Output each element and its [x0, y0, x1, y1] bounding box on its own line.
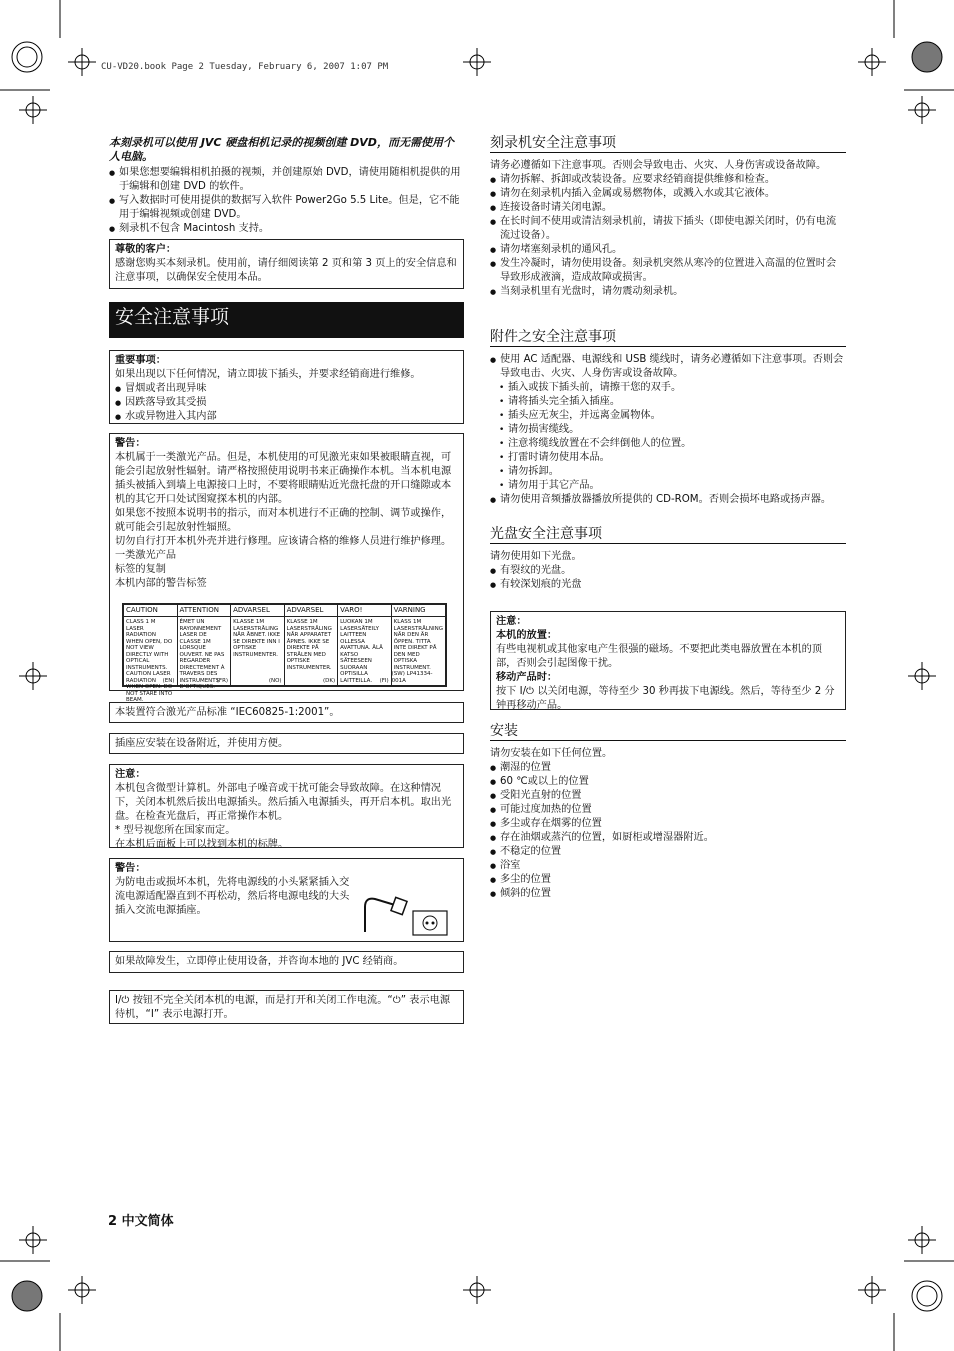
laser-label-text: ÉMET UN RAYONNEMENT LASER DE CLASSE 1M LORSQUE OUVERT. NE PAS REGARDER DIRECTEMENT À TRAVERS DES INSTRUMENTS D'OPTIQUES. — [179, 619, 225, 690]
laser-label-title: VARO! — [338, 605, 391, 617]
list-item: ● 受阳光直射的位置 — [490, 789, 846, 803]
recorder-safety-section — [490, 136, 846, 299]
warning-box-power — [109, 858, 464, 942]
print-header: CU-VD20.book Page 2 Tuesday, February 6, 2007 1:07 PM — [101, 62, 389, 72]
list-item: ● 在长时间不使用或清洁刻录机前，请拔下插头（即使电源关闭时，仍有电流流过设备）。 — [490, 215, 846, 243]
list-item: ● 60 ℃或以上的位置 — [490, 775, 846, 789]
caution-para: 本机包含微型计算机。外部电子噪音或干扰可能会导致故障。在这种情况下，关闭本机然后拔出电源插头。然后插入电源插头，再开启本机。取出光盘。在检查光盘后，再正常操作本机。 — [115, 783, 452, 822]
list-item: ● 使用 AC 适配器、电源线和 USB 缆线时，请务必遵循如下注意事项。否则会导致电击、火灾、人身伤害或设备故障。 — [490, 353, 846, 381]
laser-label-cell — [178, 605, 232, 690]
section-intro: 请勿安装在如下任何位置。 — [490, 748, 613, 759]
list-item: ● 写入数据时可使用提供的数据写入软件 Power2Go 5.5 Lite。但是，它不能用于编辑视频或创建 DVD。 — [109, 194, 464, 222]
important-list — [115, 382, 458, 424]
intro-list — [109, 166, 464, 236]
list-item: ● 如果您想要编辑相机拍摄的视频，并创建原始 DVD，请使用随相机提供的用于编辑和创建 DVD 的软件。 — [109, 166, 464, 194]
caution-subtitle: 移动产品时： — [496, 672, 558, 683]
list-subitem: • 请勿拆卸。 — [490, 465, 846, 479]
section-heading: 安装 — [490, 724, 846, 741]
list-item: ● 存在油烟或蒸汽的位置，如厨柜或增湿器附近。 — [490, 831, 846, 845]
list-item: ● 请勿拆解、拆卸或改装设备。应要求经销商提供维修和检查。 — [490, 173, 846, 187]
list-item: ● 浴室 — [490, 859, 846, 873]
laser-label-text: KLASS 1M LASERSTRÅLNING NÄR DEN ÄR ÖPPEN. TITTA INTE DIREKT PÅ DEN MED OPTISKA INSTRUMENT. — [393, 619, 444, 671]
list-item: ● 可能过度加热的位置 — [490, 803, 846, 817]
list-item: ● 因跌落导致其受损 — [115, 396, 458, 410]
dear-customer-title: 尊敬的客户： — [115, 244, 177, 255]
laser-label-cell — [285, 605, 339, 685]
caution-title: 注意： — [115, 769, 146, 780]
laser-label-title: ADVARSEL — [285, 605, 338, 617]
warning-para: 一类激光产品 — [115, 550, 177, 561]
list-subitem: • 注意将缆线放置在不会绊倒他人的位置。 — [490, 437, 846, 451]
power-plug-illustration — [355, 877, 455, 937]
warning-para: 本机属于一类激光产品。但是，本机使用的可见激光束如果被眼睛直视，可能会引起放射性辐射。请严格按照使用说明书来正确操作本机。当本机电源插头被插入到墙上电源接口上时，不要将眼睛贴近光盘托盘的开口缝隙或本机的其它开口处试图窥探本机的内部。 — [115, 452, 452, 505]
section-intro: 请勿使用如下光盘。 — [490, 551, 582, 562]
list-item: ● 不稳定的位置 — [490, 845, 846, 859]
important-text: 如果出现以下任何情况，请立即拔下插头，并要求经销商进行维修。 — [115, 369, 421, 380]
list-item: ● 倾斜的位置 — [490, 887, 846, 901]
caution-subtitle: 本机的放置： — [496, 630, 558, 641]
section-intro: 请务必遵循如下注意事项。否则会导致电击、火灾、人身伤害或设备故障。 — [490, 160, 827, 171]
laser-label-cell — [392, 605, 445, 685]
dear-customer-box — [109, 239, 464, 289]
laser-label-text: LUOKAN 1M LASERSÄTEILY LAITTEEN OLLESSA AVATTUNA. ÄLÄ KATSO SÄTEESEEN SUORAAN OPTISILLA LAITTEILLA. — [340, 619, 383, 684]
warning-title: 警告： — [115, 863, 146, 874]
list-item: ● 请勿在刻录机内插入金属或易燃物体，或溅入水或其它液体。 — [490, 187, 846, 201]
list-subitem: • 插入或拔下插头前，请擦干您的双手。 — [490, 381, 846, 395]
warning-title: 警告： — [115, 438, 146, 449]
laser-label-text: CLASS 1 M LASER RADIATION WHEN OPEN, DO NOT VIEW DIRECTLY WITH OPTICAL INSTRUMENTS. CAUTION LASER RADIATION WHEN OPEN. DO NOT STARE INTO BEAM. — [126, 619, 173, 703]
caution-title: 注意： — [496, 616, 527, 627]
list-subitem: • 插头应无灰尘，并远离金属物体。 — [490, 409, 846, 423]
list-subitem: • 请勿用于其它产品。 — [490, 479, 846, 493]
laser-warning-label — [122, 603, 447, 703]
list-item: ● 多尘或存在烟雾的位置 — [490, 817, 846, 831]
malfunction-box: 如果故障发生，立即停止使用设备，并咨询本地的 JVC 经销商。 — [109, 951, 464, 973]
list-item: ● 水或异物进入其内部 — [115, 410, 458, 424]
accessory-safety-list — [490, 353, 846, 507]
list-item: ● 多尘的位置 — [490, 873, 846, 887]
disc-safety-list — [490, 564, 846, 592]
laser-label-title: VARNING — [392, 605, 445, 617]
list-item: ● 请勿使用音频播放器播放所提供的 CD-ROM。否则会损坏电路或扬声器。 — [490, 493, 846, 507]
section-heading: 刻录机安全注意事项 — [490, 136, 846, 153]
warning-text: 为防电击或损坏本机，先将电源线的小头紧紧插入交流电源适配器直到不再松动，然后将电源电线的大头插入交流电源插座。 — [115, 877, 350, 916]
intro-title: 本刻录机可以使用 JVC 硬盘相机记录的视频创建 DVD，而无需使用个人电脑。 — [109, 136, 454, 163]
installation-list — [490, 761, 846, 901]
laser-label-code: (DK) — [322, 677, 336, 684]
iec-box: 本装置符合激光产品标准 “IEC60825-1:2001”。 — [109, 702, 464, 723]
power-button-note-box: I/⏻ 按钮不完全关闭本机的电源，而是打开和关闭工作电流。“⏻” 表示电源待机，“I” 表示电源打开。 — [109, 990, 464, 1024]
laser-label-code: (SW) LP41334-001A — [391, 671, 433, 684]
laser-label-text: KLASSE 1M LASERSTRÅLING NÅR APPARATET ÅPNES. IKKE SE DIREKTE PÅ STRÅLEN MED OPTISKE INSTRUMENTER. — [286, 619, 332, 671]
warning-para: 标签的复制 — [115, 564, 166, 575]
recorder-safety-list — [490, 173, 846, 299]
laser-label-cell — [124, 605, 178, 703]
accessory-safety-section — [490, 330, 846, 507]
list-subitem: • 请勿损害缆线。 — [490, 423, 846, 437]
page-footer: 2 中文简体 — [108, 1214, 174, 1229]
intro-section — [109, 136, 464, 236]
laser-label-code: (NO) — [268, 677, 282, 684]
laser-label-code: (EN) — [162, 677, 175, 684]
warning-para: 如果您不按照本说明书的指示，而对本机进行不正确的控制、调节或操作，就可能会引起放射性辐照。 — [115, 508, 452, 533]
caution-text: 有些电视机或其他家电产生很强的磁场。不要把此类电器放置在本机的顶部，否则会引起图像干扰。 — [496, 644, 822, 669]
dear-customer-text: 感谢您购买本刻录机。使用前，请仔细阅读第 2 页和第 3 页上的安全信息和注意事项，以确保安全使用本品。 — [115, 258, 457, 283]
laser-label-title: ATTENTION — [178, 605, 231, 617]
list-subitem: • 请将插头完全插入插座。 — [490, 395, 846, 409]
disc-safety-section — [490, 527, 846, 592]
laser-label-cell — [338, 605, 392, 685]
list-item: ● 发生冷凝时，请勿使用设备。刻录机突然从寒冷的位置进入高温的位置时会导致形成液滴，造成故障或损害。 — [490, 257, 846, 285]
laser-label-title: ADVARSEL — [231, 605, 284, 617]
installation-section — [490, 724, 846, 901]
list-item: ● 当刻录机里有光盘时，请勿震动刻录机。 — [490, 285, 846, 299]
socket-box: 插座应安装在设备附近，并使用方便。 — [109, 733, 464, 754]
list-item: ● 冒烟或者出现异味 — [115, 382, 458, 396]
warning-para: 本机内部的警告标签 — [115, 578, 207, 589]
laser-label-code: (FR) — [216, 677, 229, 684]
important-box — [109, 350, 464, 424]
list-subitem: • 打雷时请勿使用本品。 — [490, 451, 846, 465]
warning-para: 切勿自行打开本机外壳并进行修理。应该请合格的维修人员进行维护修理。 — [115, 536, 452, 547]
laser-label-text: KLASSE 1M LASERSTRÅLING NÅR ÅBNET. IKKE SE DIREKTE INN I OPTISKE INSTRUMENTER. — [233, 619, 281, 658]
list-item: ● 潮湿的位置 — [490, 761, 846, 775]
caution-para: 在本机后面板上可以找到本机的标牌。 — [115, 839, 289, 850]
section-banner: 安全注意事项 — [109, 302, 464, 338]
laser-label-title: CAUTION — [124, 605, 177, 617]
laser-label-code: (FI) — [379, 677, 389, 684]
section-heading: 附件之安全注意事项 — [490, 330, 846, 347]
caution-box-microcomputer — [109, 764, 464, 848]
section-heading: 光盘安全注意事项 — [490, 527, 846, 544]
list-item: ● 请勿堵塞刻录机的通风孔。 — [490, 243, 846, 257]
list-item: ● 刻录机不包含 Macintosh 支持。 — [109, 222, 464, 236]
list-item: ● 有较深划痕的光盘 — [490, 578, 846, 592]
important-title: 重要事项： — [115, 355, 166, 366]
caution-text: 按下 I/⏻ 以关闭电源，等待至少 30 秒再拔下电源线。然后，等待至少 2 分钟再移动产品。 — [496, 686, 835, 711]
caution-box-placement — [490, 611, 846, 710]
caution-para: * 型号视您所在国家而定。 — [115, 825, 236, 836]
laser-label-cell — [231, 605, 285, 685]
list-item: ● 有裂纹的光盘。 — [490, 564, 846, 578]
list-item: ● 连接设备时请关闭电源。 — [490, 201, 846, 215]
